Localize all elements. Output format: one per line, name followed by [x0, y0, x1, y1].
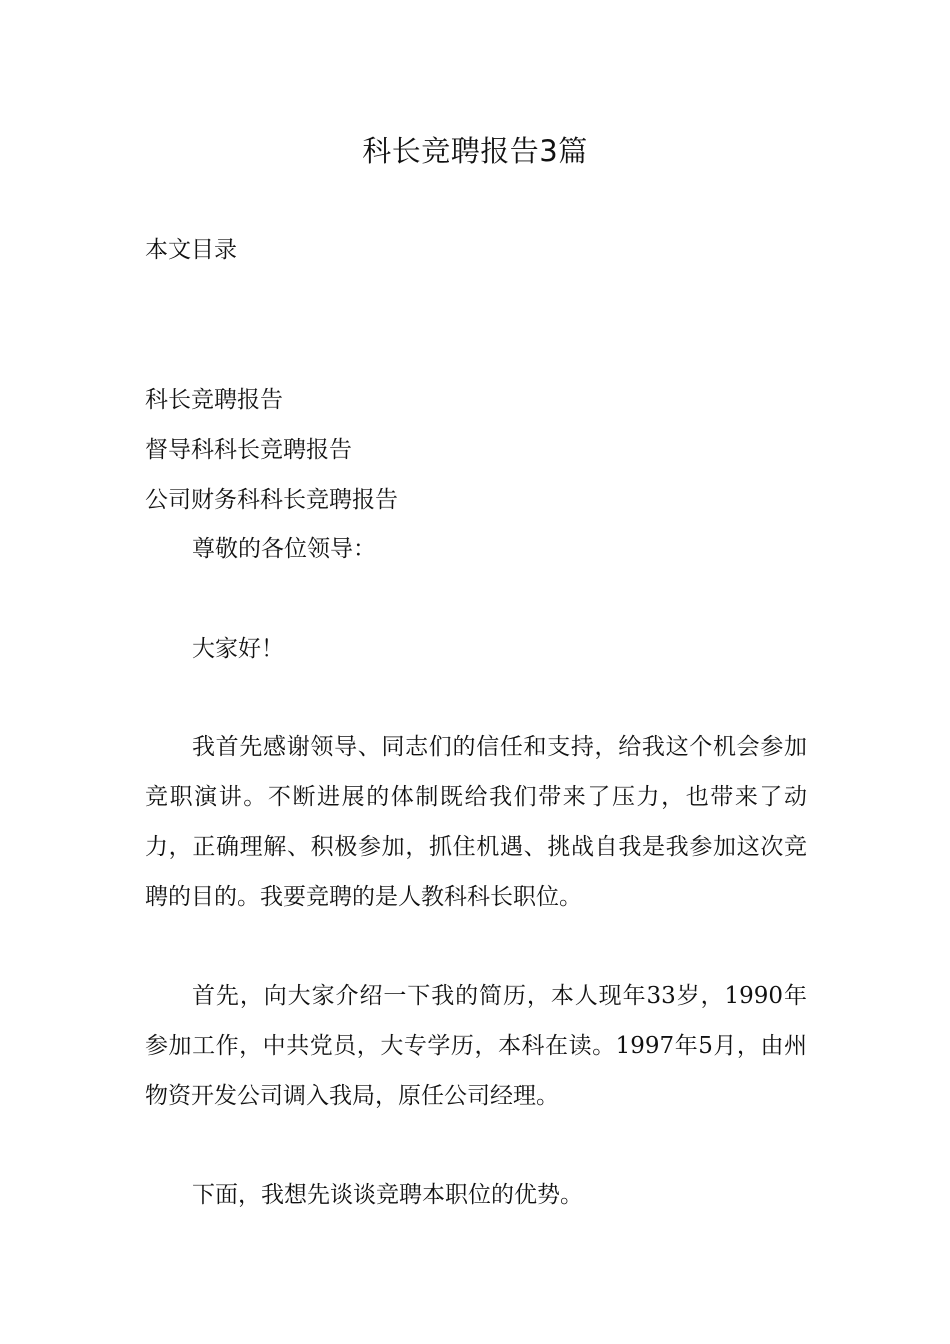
body-paragraph: 下面，我想先谈谈竞聘本职位的优势。 — [192, 1182, 583, 1208]
salutation: 尊敬的各位领导： — [192, 536, 376, 562]
toc-heading: 本文目录 — [145, 237, 237, 263]
toc-item: 督导科科长竞聘报告 — [145, 437, 352, 463]
document-title: 科长竞聘报告3篇 — [362, 134, 588, 168]
toc-item: 科长竞聘报告 — [145, 387, 283, 413]
toc-item: 公司财务科科长竞聘报告 — [145, 487, 398, 513]
body-paragraph: 首先，向大家介绍一下我的简历，本人现年33岁，1990年参加工作，中共党员，大专学历，本科在读。1997年5月，由州物资开发公司调入我局，原任公司经理。 — [145, 983, 807, 1109]
greeting: 大家好！ — [192, 636, 284, 662]
body-paragraph: 我首先感谢领导、同志们的信任和支持，给我这个机会参加竞职演讲。不断进展的体制既给我们带来了压力，也带来了动力，正确理解、积极参加，抓住机遇、挑战自我是我参加这次竞聘的目的。我要竞聘的是人教科科长职位。 — [145, 734, 807, 910]
